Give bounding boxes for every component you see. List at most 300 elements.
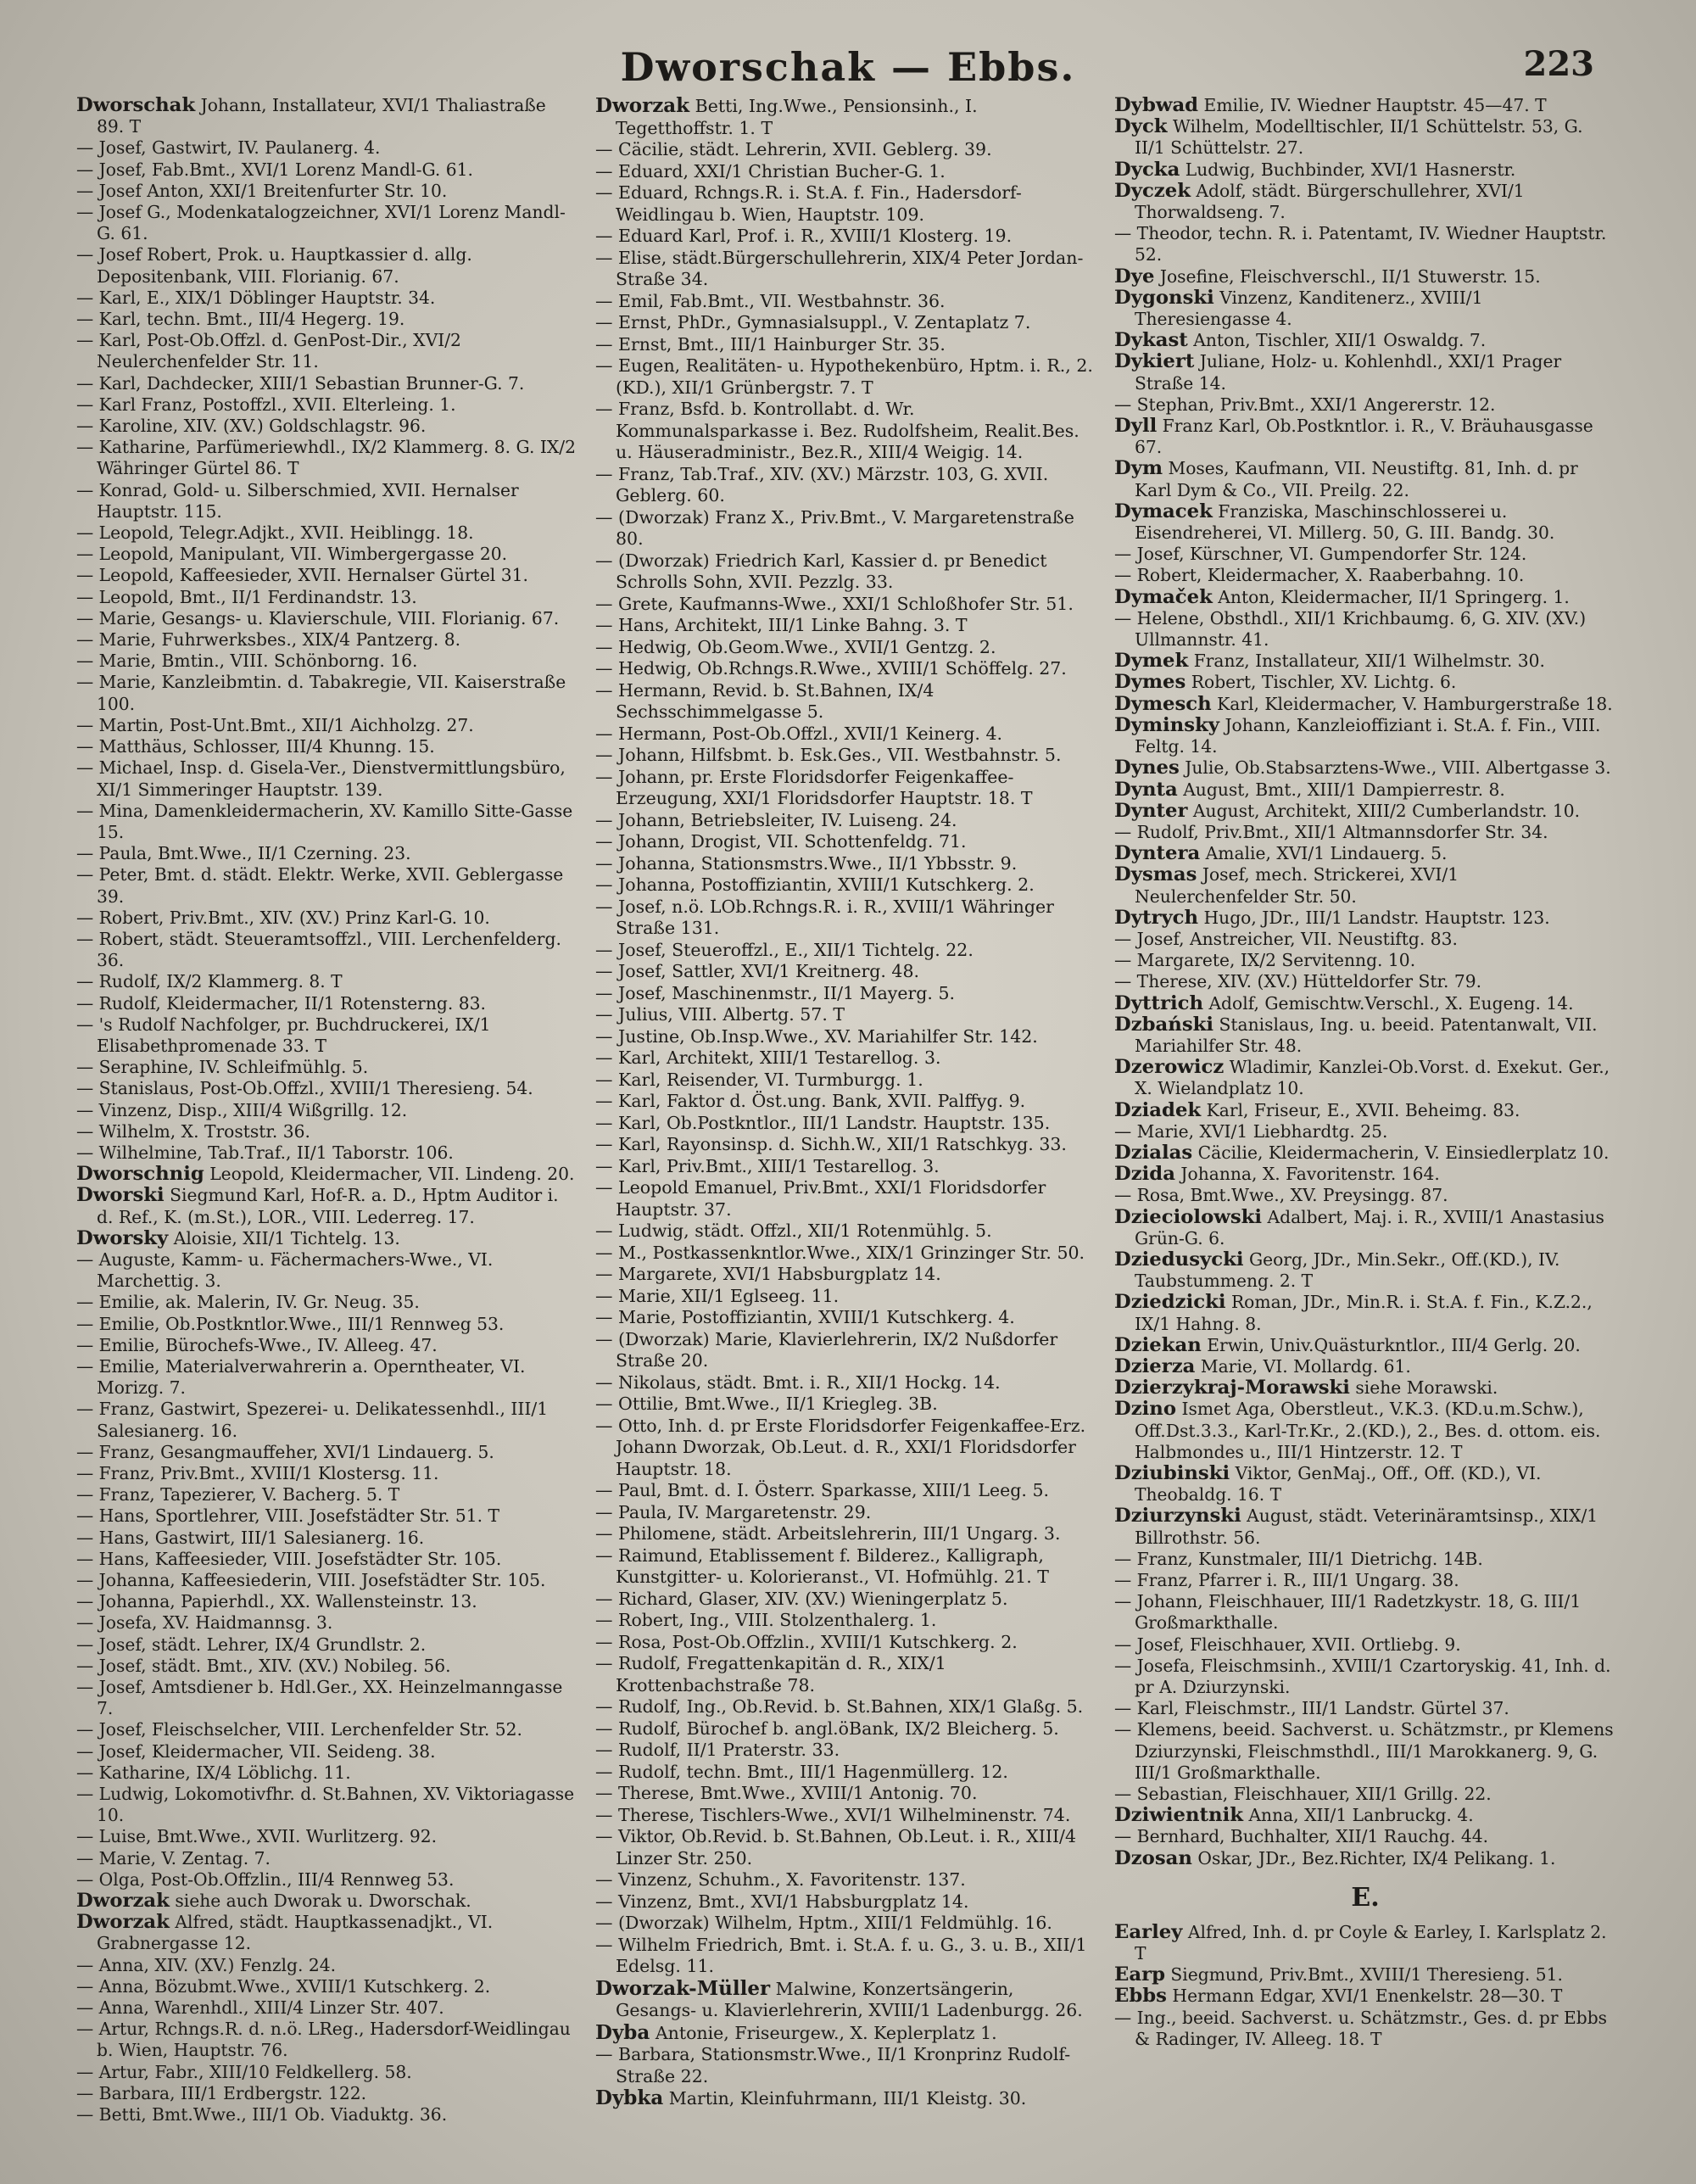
- entry-text: — Karl, E., XIX/1 Döblinger Hauptstr. 34.: [76, 287, 436, 308]
- entry-text: — Otto, Inh. d. pr Erste Floridsdorfer Feigenkaffee-Erz. Johann Dworzak, Ob.Leut. d. R., XXI/1 Floridsdorfer Hauptstr. 18.: [595, 1415, 1086, 1479]
- directory-entry: [595, 1307, 1097, 1329]
- entry-text: — Karl, Reisender, VI. Turmburgg. 1.: [595, 1069, 923, 1090]
- entry-text: Cäcilie, Kleidermacherin, V. Einsiedlerplatz 10.: [1197, 1142, 1610, 1163]
- entry-text: Franziska, Maschinschlosserei u. Eisendreherei, VI. Millerg. 50, G. III. Bandg. 30.: [1135, 500, 1555, 544]
- directory-entry: [1114, 1249, 1616, 1292]
- entry-text: — Franz, Pfarrer i. R., III/1 Ungarg. 38.: [1114, 1570, 1459, 1591]
- directory-entry: [1114, 223, 1616, 265]
- directory-entry: [1114, 1986, 1616, 2007]
- directory-entry: [76, 394, 578, 416]
- directory-entry: [76, 1164, 578, 1185]
- entry-text: Vinzenz, Kanditenerz., XVIII/1 Theresiengasse 4.: [1135, 287, 1483, 330]
- directory-entry: [76, 1484, 578, 1505]
- entry-text: Franz Karl, Ob.Postkntlor. i. R., V. Bräuhausgasse 67.: [1135, 416, 1593, 458]
- directory-entry: [1114, 1570, 1616, 1591]
- entry-text: — Olga, Post-Ob.Offzlin., III/4 Rennweg 53.: [76, 1868, 455, 1890]
- directory-entry: [595, 161, 1097, 183]
- page-number: 223: [1523, 44, 1594, 84]
- entry-text: — Robert, Kleidermacher, X. Raaberbahng. 10.: [1114, 565, 1525, 586]
- directory-entry: [1114, 843, 1616, 864]
- directory-entry: [595, 550, 1097, 594]
- entry-surname: Dye: [1114, 265, 1155, 288]
- directory-entry: [76, 1442, 578, 1463]
- directory-entry: [595, 507, 1097, 550]
- entry-text: — Grete, Kaufmanns-Wwe., XXI/1 Schloßhofer Str. 51.: [595, 593, 1074, 614]
- entry-text: — M., Postkassenkntlor.Wwe., XIX/1 Grinzinger Str. 50.: [595, 1242, 1085, 1263]
- directory-entry: [595, 1416, 1097, 1481]
- entry-text: Moses, Kaufmann, VII. Neustiftg. 81, Inh. d. pr Karl Dym & Co., VII. Preilg. 22.: [1135, 458, 1578, 500]
- directory-entry: [76, 1848, 578, 1869]
- directory-entry: [1114, 159, 1616, 181]
- directory-entry: [1114, 565, 1616, 586]
- entry-text: — Johann, Fleischhauer, III/1 Radetzkystr. 18, G. III/1 Großmarkthalle.: [1114, 1591, 1582, 1634]
- entry-text: — (Dworzak) Franz X., Priv.Bmt., V. Margaretenstraße 80.: [595, 506, 1074, 549]
- directory-entry: [1114, 544, 1616, 565]
- entry-surname: Dzino: [1114, 1398, 1177, 1421]
- entry-text: — Karl, Faktor d. Öst.ung. Bank, XVII. Palffyg. 9.: [595, 1091, 1026, 1111]
- entry-text: — Helene, Obsthdl., XII/1 Krichbaumg. 6, G. XIV. (XV.) Ullmannstr. 41.: [1114, 607, 1587, 651]
- directory-entry: [595, 1783, 1097, 1805]
- entry-text: — Robert, Priv.Bmt., XIV. (XV.) Prinz Karl-G. 10.: [76, 907, 490, 928]
- directory-entry: [595, 810, 1097, 832]
- entry-text: — Wilhelmine, Tab.Traf., II/1 Taborstr. 106.: [76, 1142, 454, 1163]
- entry-surname: Dykiert: [1114, 350, 1195, 373]
- directory-entry: [76, 1185, 578, 1227]
- entry-text: Roman, JDr., Min.R. i. St.A. f. Fin., K.Z.2., IX/1 Hahng. 8.: [1135, 1292, 1593, 1334]
- directory-entry: [1114, 1207, 1616, 1249]
- entry-text: August, städt. Veterinäramtsinsp., XIX/1 Billrothstr. 56.: [1135, 1505, 1598, 1548]
- entry-text: — Josefa, XV. Haidmannsg. 3.: [76, 1612, 333, 1634]
- directory-entry: [1114, 330, 1616, 351]
- directory-columns: [76, 95, 1637, 2148]
- directory-entry: [76, 1314, 578, 1335]
- entry-text: — Johanna, Stationsmstrs.Wwe., II/1 Ybbsstr. 9.: [595, 852, 1018, 874]
- entry-text: Erwin, Univ.Quästurkntlor., III/4 Gerlg. 20.: [1207, 1334, 1581, 1355]
- directory-entry: [1114, 1922, 1616, 1964]
- directory-entry: [1114, 351, 1616, 394]
- directory-entry: [76, 608, 578, 629]
- directory-entry: [1114, 1784, 1616, 1805]
- entry-text: — Franz, Tab.Traf., XIV. (XV.) Märzstr. 103, G. XVII. Geblerg. 60.: [595, 463, 1049, 506]
- directory-entry: [76, 1634, 578, 1656]
- directory-entry: [595, 1134, 1097, 1156]
- entry-text: — Matthäus, Schlosser, III/4 Khunng. 15.: [76, 736, 435, 757]
- directory-entry: [595, 1113, 1097, 1135]
- entry-text: — Ludwig, Lokomotivfhr. d. St.Bahnen, XV. Viktoriagasse 10.: [76, 1784, 575, 1826]
- directory-entry: [1114, 1356, 1616, 1377]
- entry-text: — Viktor, Ob.Revid. b. St.Bahnen, Ob.Leut. i. R., XIII/4 Linzer Str. 250.: [595, 1826, 1076, 1868]
- entry-text: — Karl, techn. Bmt., III/4 Hegerg. 19.: [76, 309, 405, 330]
- entry-text: Hugo, JDr., III/1 Landstr. Hauptstr. 123.: [1203, 907, 1550, 928]
- directory-entry: [76, 1356, 578, 1399]
- entry-text: — Robert, Ing., VIII. Stolzenthalerg. 1.: [595, 1610, 937, 1630]
- entry-surname: Dziurzynski: [1114, 1505, 1241, 1528]
- entry-text: — Margarete, XVI/1 Habsburgplatz 14.: [595, 1264, 941, 1284]
- directory-entry: [595, 594, 1097, 616]
- entry-surname: Dziedzicki: [1114, 1291, 1226, 1314]
- entry-text: — Josef, Fleischselcher, VIII. Lerchenfelder Str. 52.: [76, 1719, 522, 1740]
- directory-entry: [76, 437, 578, 479]
- directory-entry: [595, 1372, 1097, 1394]
- entry-text: — Marie, XII/1 Eglseeg. 11.: [595, 1285, 840, 1306]
- entry-text: Julie, Ob.Stabsarztens-Wwe., VIII. Albertgasse 3.: [1185, 757, 1611, 779]
- entry-text: — Josef, Gastwirt, IV. Paulanerg. 4.: [76, 137, 381, 159]
- directory-entry: [595, 1762, 1097, 1784]
- entry-text: — Franz, Bsfd. b. Kontrollabt. d. Wr. Kommunalsparkasse i. Bez. Rudolfsheim, Realit.Bes. u. Häuseradministr., Bez.R., XIII/4 Weigig. 14.: [595, 399, 1080, 462]
- entry-text: — Josef, Sattler, XVI/1 Kreitnerg. 48.: [595, 961, 920, 981]
- entry-text: — Josef, Fab.Bmt., XVI/1 Lorenz Mandl-G. 61.: [76, 159, 473, 180]
- entry-text: — Josef, Kleidermacher, VII. Seideng. 38.: [76, 1740, 436, 1762]
- entry-text: — Vinzenz, Schuhm., X. Favoritenstr. 137.: [595, 1869, 966, 1890]
- directory-entry: [76, 757, 578, 800]
- entry-surname: Dyczek: [1114, 179, 1191, 202]
- entry-text: Malwine, Konzertsängerin, Gesangs- u. Klavierlehrerin, XVIII/1 Ladenburgg. 26.: [616, 1978, 1083, 2020]
- directory-entry: [76, 1997, 578, 2019]
- entry-text: — Josef, städt. Lehrer, IX/4 Grundlstr. 2.: [76, 1634, 427, 1655]
- directory-entry: [1114, 266, 1616, 288]
- entry-text: — Marie, V. Zentag. 7.: [76, 1847, 271, 1868]
- entry-text: — Therese, Bmt.Wwe., XVIII/1 Antonig. 70.: [595, 1783, 978, 1803]
- directory-entry: [595, 1718, 1097, 1740]
- directory-entry: [595, 1047, 1097, 1070]
- entry-text: — Paula, IV. Margaretenstr. 29.: [595, 1501, 872, 1522]
- directory-entry: [1114, 1014, 1616, 1057]
- directory-entry: [1114, 1121, 1616, 1142]
- directory-entry: [76, 1891, 578, 1912]
- entry-text: — Michael, Insp. d. Gisela-Ver., Dienstvermittlungsbüro, XI/1 Simmeringer Hauptstr. 139.: [76, 757, 566, 800]
- directory-entry: [76, 1121, 578, 1142]
- entry-text: — Elise, städt.Bürgerschullehrerin, XIX/4 Peter Jordan-Straße 34.: [595, 247, 1084, 289]
- directory-entry: [76, 1741, 578, 1762]
- entry-text: — Paul, Bmt. d. I. Österr. Sparkasse, XIII/1 Leeg. 5.: [595, 1480, 1050, 1500]
- entry-surname: Dysmas: [1114, 863, 1197, 886]
- entry-text: Siegmund, Priv.Bmt., XVIII/1 Theresieng. 51.: [1170, 1964, 1563, 1986]
- entry-text: — Rudolf, Fregattenkapitän d. R., XIX/1 Krottenbachstraße 78.: [595, 1653, 946, 1695]
- directory-entry: [1114, 458, 1616, 500]
- entry-text: — Franz, Tapezierer, V. Bacherg. 5. T: [76, 1484, 400, 1505]
- entry-text: — Artur, Fabr., XIII/10 Feldkellerg. 58.: [76, 2061, 412, 2082]
- directory-entry: [595, 680, 1097, 723]
- directory-entry: [595, 1610, 1097, 1632]
- entry-surname: Dyntera: [1114, 842, 1201, 865]
- entry-text: siehe auch Dworak u. Dworschak.: [175, 1891, 471, 1912]
- entry-text: Karl, Kleidermacher, V. Hamburgerstraße 18.: [1217, 693, 1613, 714]
- entry-text: — Rosa, Bmt.Wwe., XV. Preysingg. 87.: [1114, 1185, 1448, 1206]
- entry-surname: Dyminsky: [1114, 713, 1219, 736]
- directory-entry: [76, 2062, 578, 2083]
- entry-text: — Barbara, Stationsmstr.Wwe., II/1 Kronprinz Rudolf-Straße 22.: [595, 2044, 1071, 2086]
- entry-surname: Dzierzykraj-Morawski: [1114, 1377, 1350, 1399]
- directory-entry: [595, 1653, 1097, 1696]
- page-title: Dworschak — Ebbs.: [620, 44, 1076, 90]
- entry-text: Antonie, Friseurgew., X. Keplerplatz 1.: [655, 2022, 997, 2043]
- directory-entry: [595, 2087, 1097, 2110]
- entry-text: — Karl, Priv.Bmt., XIII/1 Testarellog. 3.: [595, 1155, 940, 1176]
- directory-entry: [1114, 116, 1616, 159]
- directory-entry: [1114, 1719, 1616, 1784]
- entry-surname: Earley: [1114, 1920, 1183, 1943]
- entry-text: — Luise, Bmt.Wwe., XVII. Wurlitzerg. 92.: [76, 1826, 438, 1847]
- directory-entry: [1114, 1964, 1616, 1986]
- entry-text: Viktor, GenMaj., Off., Off. (KD.), VI. Theobaldg. 16. T: [1135, 1463, 1542, 1505]
- directory-entry: [1114, 1164, 1616, 1185]
- entry-surname: Dzieciolowski: [1114, 1205, 1263, 1228]
- section-letter: E.: [1351, 1882, 1380, 1913]
- directory-entry: [76, 1549, 578, 1570]
- entry-surname: Earp: [1114, 1963, 1165, 1986]
- directory-entry: [76, 1784, 578, 1826]
- entry-text: — Marie, Gesangs- u. Klavierschule, VIII. Florianig. 67.: [76, 607, 560, 628]
- directory-entry: [76, 330, 578, 372]
- directory-entry: [76, 1762, 578, 1784]
- directory-entry: [595, 658, 1097, 680]
- entry-surname: Dworschnig: [76, 1163, 204, 1186]
- directory-entry: [595, 1394, 1097, 1416]
- directory-entry: [1114, 950, 1616, 971]
- entry-text: — Anna, Warenhdl., XIII/4 Linzer Str. 407.: [76, 1997, 444, 2019]
- directory-entry: [1114, 394, 1616, 416]
- directory-entry: [76, 864, 578, 907]
- entry-text: — Anna, XIV. (XV.) Fenzlg. 24.: [76, 1954, 337, 1975]
- directory-entry: [76, 1249, 578, 1292]
- directory-entry: [595, 1632, 1097, 1654]
- entry-text: Robert, Tischler, XV. Lichtg. 6.: [1191, 672, 1457, 693]
- directory-entry: [1114, 908, 1616, 929]
- directory-entry: [595, 1243, 1097, 1265]
- directory-entry: [76, 843, 578, 864]
- entry-text: — Theodor, techn. R. i. Patentamt, IV. Wiedner Hauptstr. 52.: [1114, 223, 1607, 265]
- entry-text: — Stanislaus, Post-Ob.Offzl., XVIII/1 Theresieng. 54.: [76, 1078, 533, 1099]
- entry-text: — Eugen, Realitäten- u. Hypothekenbüro, Hptm. i. R., 2. (KD.), XII/1 Grünbergstr. 7. T: [595, 355, 1093, 398]
- entry-text: — Anna, Bözubmt.Wwe., XVIII/1 Kutschkerg. 2.: [76, 1975, 491, 1997]
- entry-text: — Klemens, beeid. Sachverst. u. Schätzmstr., pr Klemens Dziurzynski, Fleischmsthdl., III/1 Marokkanerg. 9, G. III/1 Großmarkthalle.: [1114, 1719, 1614, 1783]
- directory-entry: [595, 464, 1097, 507]
- entry-text: — Rosa, Post-Ob.Offzlin., XVIII/1 Kutschkerg. 2.: [595, 1631, 1018, 1652]
- entry-text: — Seraphine, IV. Schleifmühlg. 5.: [76, 1057, 369, 1078]
- directory-entry: [1114, 1848, 1616, 1869]
- entry-text: Stanislaus, Ing. u. beeid. Patentanwalt, VII. Mariahilfer Str. 48.: [1135, 1014, 1598, 1056]
- entry-surname: Dworzak: [76, 1890, 170, 1913]
- entry-text: Adolf, städt. Bürgerschullehrer, XVI/1 Thorwaldseng. 7.: [1135, 180, 1525, 223]
- entry-text: — Karl, Ob.Postkntlor., III/1 Landstr. Hauptstr. 135.: [595, 1112, 1051, 1133]
- entry-surname: Dworschak: [76, 95, 196, 116]
- directory-entry: [76, 1100, 578, 1121]
- directory-entry: [1114, 1057, 1616, 1099]
- directory-entry: [1114, 1591, 1616, 1634]
- directory-entry: [1114, 1335, 1616, 1356]
- directory-entry: [76, 1399, 578, 1441]
- directory-entry: [595, 1891, 1097, 1913]
- directory-entry: [595, 95, 1097, 139]
- entry-text: Franz, Installateur, XII/1 Wilhelmstr. 30.: [1193, 651, 1545, 672]
- directory-entry: [595, 767, 1097, 810]
- entry-text: Georg, JDr., Min.Sekr., Off.(KD.), IV. Taubstummeng. 2. T: [1135, 1248, 1560, 1292]
- entry-text: Adalbert, Maj. i. R., XVIII/1 Anastasius Grün-G. 6.: [1135, 1206, 1604, 1248]
- directory-entry: [76, 1228, 578, 1249]
- directory-entry: [595, 1869, 1097, 1891]
- directory-entry: [76, 1869, 578, 1891]
- entry-text: — Ernst, PhDr., Gymnasialsuppl., V. Zentaplatz 7.: [595, 312, 1031, 332]
- directory-entry: [595, 723, 1097, 746]
- directory-entry: [595, 248, 1097, 291]
- entry-text: — Paula, Bmt.Wwe., II/1 Czerning. 23.: [76, 843, 411, 864]
- directory-entry: [76, 672, 578, 714]
- entry-text: — Josef, Anstreicher, VII. Neustiftg. 83.: [1114, 928, 1458, 949]
- entry-text: Karl, Friseur, E., XVII. Beheimg. 83.: [1206, 1099, 1520, 1120]
- entry-text: — Raimund, Etablissement f. Bilderez., Kalligraph, Kunstgitter- u. Kolorieranst., VI. Hofmühlg. 21. T: [595, 1544, 1049, 1587]
- entry-text: — Betti, Bmt.Wwe., III/1 Ob. Viaduktg. 36.: [76, 2104, 448, 2125]
- directory-entry: [76, 736, 578, 757]
- entry-text: — Franz, Gesangmauffeher, XVI/1 Lindauerg. 5.: [76, 1441, 494, 1462]
- directory-entry: [76, 1912, 578, 1954]
- entry-text: — Josef G., Modenkatalogzeichner, XVI/1 Lorenz Mandl-G. 61.: [76, 202, 566, 244]
- entry-text: — Josef, Steueroffzl., E., XII/1 Tichtelg. 22.: [595, 939, 974, 960]
- directory-entry: [1114, 1377, 1616, 1399]
- directory-entry: [1114, 1142, 1616, 1164]
- entry-text: Aloisie, XII/1 Tichtelg. 13.: [173, 1227, 400, 1248]
- directory-entry: [1114, 672, 1616, 693]
- entry-text: — Rudolf, techn. Bmt., III/1 Hagenmüllerg. 12.: [595, 1761, 1008, 1782]
- entry-text: — Auguste, Kamm- u. Fächermachers-Wwe., VI. Marchettig. 3.: [76, 1248, 494, 1292]
- entry-surname: Dymes: [1114, 671, 1186, 694]
- entry-text: — Karoline, XIV. (XV.) Goldschlagstr. 96.: [76, 416, 427, 437]
- directory-entry: [1114, 1505, 1616, 1548]
- entry-text: — Emilie, Ob.Postkntlor.Wwe., III/1 Rennweg 53.: [76, 1313, 505, 1334]
- entry-surname: Dynes: [1114, 757, 1180, 779]
- entry-text: Leopold, Kleidermacher, VII. Lindeng. 20.: [209, 1164, 575, 1185]
- entry-surname: Dzosan: [1114, 1846, 1192, 1869]
- directory-entry: [595, 399, 1097, 464]
- directory-entry: [76, 137, 578, 159]
- entry-surname: Dziedusycki: [1114, 1248, 1244, 1271]
- entry-text: — Mina, Damenkleidermacherin, XV. Kamillo Sitte-Gasse 15.: [76, 800, 573, 842]
- entry-text: — Katharine, Parfümeriewhdl., IX/2 Klammerg. 8. G. IX/2 Währinger Gürtel 86. T: [76, 437, 577, 479]
- directory-entry: [76, 288, 578, 309]
- directory-entry: [1114, 1463, 1616, 1505]
- directory-entry: [595, 983, 1097, 1005]
- entry-text: — Rudolf, Priv.Bmt., XII/1 Altmannsdorfer Str. 34.: [1114, 821, 1548, 842]
- directory-entry: [76, 1719, 578, 1740]
- entry-surname: Dytrych: [1114, 906, 1199, 929]
- directory-entry: [76, 1505, 578, 1527]
- directory-entry: [1114, 822, 1616, 843]
- directory-entry: [595, 182, 1097, 226]
- entry-text: — (Dworzak) Friedrich Karl, Kassier d. pr Benedict Schrolls Sohn, XVII. Pezzlg. 33.: [595, 550, 1047, 592]
- entry-text: — Johann, pr. Erste Floridsdorfer Feigenkaffee-Erzeugung, XXI/1 Floridsdorfer Hauptstr. 18. T: [595, 766, 1033, 808]
- directory-entry: [595, 1177, 1097, 1220]
- directory-entry: [1114, 1634, 1616, 1656]
- directory-entry: [76, 1826, 578, 1847]
- entry-text: — Hans, Architekt, III/1 Linke Bahng. 3. T: [595, 615, 968, 635]
- entry-surname: Ebbs: [1114, 1985, 1167, 2008]
- directory-entry: [76, 1142, 578, 1164]
- entry-text: — Julius, VIII. Albertg. 57. T: [595, 1004, 845, 1025]
- directory-entry: [595, 1070, 1097, 1092]
- directory-entry: [595, 291, 1097, 313]
- entry-surname: Dyba: [595, 2020, 650, 2044]
- page-header: [0, 41, 1696, 100]
- entry-text: — Marie, Bmtin., VIII. Schönborng. 16.: [76, 651, 418, 672]
- directory-entry: [595, 874, 1097, 897]
- entry-text: — Johann, Hilfsbmt. b. Esk.Ges., VII. Westbahnstr. 5.: [595, 745, 1062, 765]
- entry-text: Johann, Kanzleioffiziant i. St.A. f. Fin., VIII. Feltg. 14.: [1135, 714, 1601, 757]
- entry-surname: Dzida: [1114, 1163, 1175, 1186]
- directory-column-1: [76, 95, 578, 2148]
- directory-entry: [1114, 993, 1616, 1014]
- entry-text: — Karl, Dachdecker, XIII/1 Sebastian Brunner-G. 7.: [76, 372, 525, 394]
- directory-entry: [76, 1057, 578, 1078]
- entry-surname: Dybwad: [1114, 95, 1199, 116]
- directory-entry: [595, 1826, 1097, 1869]
- entry-text: — Stephan, Priv.Bmt., XXI/1 Angererstr. 12.: [1114, 394, 1496, 415]
- entry-surname: Dym: [1114, 457, 1163, 480]
- directory-entry: [76, 2019, 578, 2061]
- directory-entry: [76, 1463, 578, 1484]
- entry-text: siehe Morawski.: [1355, 1377, 1498, 1399]
- entry-surname: Dziubinski: [1114, 1462, 1230, 1484]
- entry-text: — Josef, n.ö. LOb.Rchngs.R. i. R., XVIII/1 Währinger Straße 131.: [595, 896, 1054, 938]
- directory-entry: [76, 908, 578, 929]
- directory-entry: [1114, 1549, 1616, 1570]
- directory-entry: [595, 2044, 1097, 2087]
- entry-text: — Marie, Fuhrwerksbes., XIX/4 Pantzerg. 8.: [76, 629, 461, 651]
- directory-entry: [76, 544, 578, 565]
- directory-entry: [595, 897, 1097, 940]
- directory-entry: [76, 2083, 578, 2104]
- entry-text: — Ing., beeid. Sachverst. u. Schätzmstr., Ges. d. pr Ebbs & Radinger, IV. Alleeg. 18. T: [1114, 2007, 1608, 2049]
- directory-entry: [76, 587, 578, 608]
- directory-entry: [595, 1589, 1097, 1611]
- entry-text: — Rudolf, II/1 Praterstr. 33.: [595, 1740, 840, 1760]
- entry-text: — Nikolaus, städt. Bmt. i. R., XII/1 Hockg. 14.: [595, 1371, 1001, 1393]
- entry-surname: Dymaček: [1114, 585, 1213, 608]
- entry-text: Juliane, Holz- u. Kohlenhdl., XXI/1 Prager Straße 14.: [1135, 351, 1562, 394]
- directory-entry: [76, 159, 578, 181]
- entry-text: Hermann Edgar, XVI/1 Enenkelstr. 28—30. T: [1172, 1986, 1563, 2007]
- entry-text: — Therese, Tischlers-Wwe., XVI/1 Wilhelminenstr. 74.: [595, 1804, 1071, 1825]
- directory-entry: [595, 139, 1097, 161]
- directory-entry: [595, 1286, 1097, 1308]
- entry-text: Johann, Installateur, XVI/1 Thaliastraße 89. T: [97, 95, 546, 137]
- entry-text: — Eduard Karl, Prof. i. R., XVIII/1 Klosterg. 19.: [595, 226, 1013, 246]
- directory-entry: [76, 1014, 578, 1057]
- entry-text: — Rudolf, IX/2 Klammerg. 8. T: [76, 971, 343, 992]
- entry-surname: Dymek: [1114, 650, 1189, 673]
- entry-text: — Franz, Priv.Bmt., XVIII/1 Klostersg. 11.: [76, 1463, 439, 1483]
- entry-text: Anna, XII/1 Lanbruckg. 4.: [1248, 1805, 1474, 1826]
- directory-entry: [595, 1740, 1097, 1762]
- entry-text: — Josef Robert, Prok. u. Hauptkassier d. allg. Depositenbank, VIII. Florianig. 67.: [76, 244, 472, 287]
- directory-entry: [1114, 1185, 1616, 1206]
- entry-text: Marie, VI. Mollardg. 61.: [1200, 1355, 1411, 1377]
- directory-entry: [595, 615, 1097, 637]
- entry-text: — Eduard, Rchngs.R. i. St.A. f. Fin., Hadersdorf-Weidlingau b. Wien, Hauptstr. 109.: [595, 182, 1022, 225]
- entry-text: — Marie, XVI/1 Liebhardtg. 25.: [1114, 1120, 1388, 1142]
- directory-entry: [595, 961, 1097, 983]
- directory-entry: [1114, 1826, 1616, 1847]
- entry-text: — Karl, Fleischmstr., III/1 Landstr. Gürtel 37.: [1114, 1698, 1509, 1719]
- directory-entry: [76, 715, 578, 736]
- directory-entry: [595, 1502, 1097, 1524]
- entry-surname: Dynter: [1114, 799, 1188, 822]
- directory-entry: [595, 2022, 1097, 2045]
- directory-entry: [595, 1264, 1097, 1286]
- directory-entry: [595, 1004, 1097, 1026]
- directory-entry: [595, 1329, 1097, 1372]
- directory-entry: [1114, 1399, 1616, 1463]
- entry-text: — Emilie, ak. Malerin, IV. Gr. Neug. 35.: [76, 1292, 420, 1313]
- entry-text: — Hans, Gastwirt, III/1 Salesianerg. 16.: [76, 1527, 425, 1548]
